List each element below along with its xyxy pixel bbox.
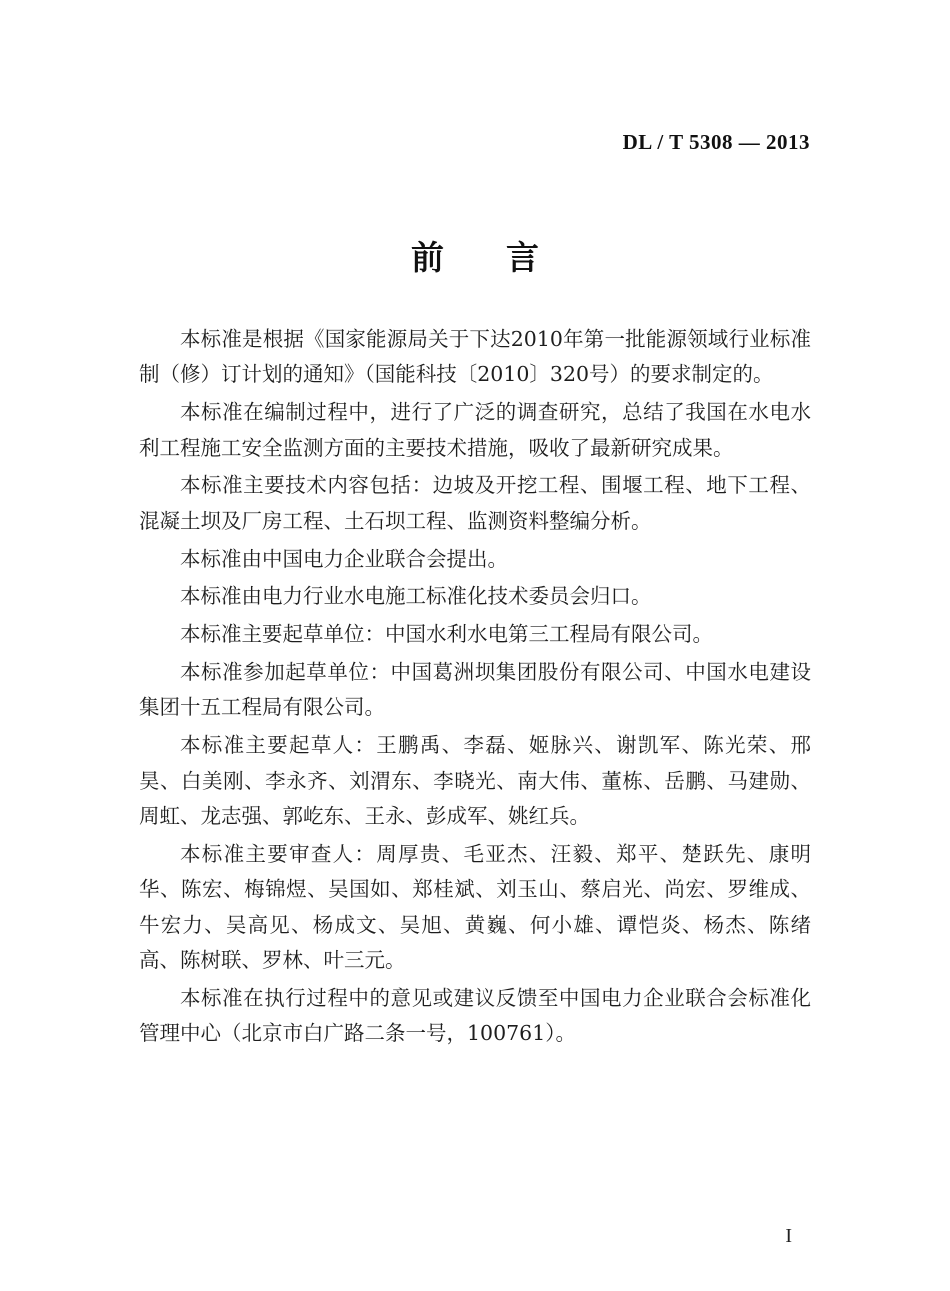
paragraph: 本标准由电力行业水电施工标准化技术委员会归口。	[180, 584, 652, 609]
paragraph: 本标准由中国电力企业联合会提出。	[180, 546, 508, 571]
paragraph: 本标准主要起草单位：中国水利水电第三工程局有限公司。	[180, 622, 713, 647]
paragraph: 本标准在编制过程中，进行了广泛的调查研究，总结了我国在水电水利工程施工安全监测方面的主要技术措施，吸收了最新研究成果。	[139, 400, 811, 460]
document-body	[139, 322, 811, 1054]
paragraph: 本标准在执行过程中的意见或建议反馈至中国电力企业联合会标准化管理中心（北京市白广路二条一号，100761）。	[139, 985, 811, 1046]
standard-code: DL / T 5308 — 2013	[622, 130, 810, 154]
paragraph: 本标准主要起草人：王鹏禹、李磊、姬脉兴、谢凯军、陈光荣、邢昊、白美刚、李永齐、刘渭东、李晓光、南大伟、董栋、岳鹏、马建勋、周虹、龙志强、郭屹东、王永、彭成军、姚红兵。	[139, 733, 811, 829]
paragraph: 本标准参加起草单位：中国葛洲坝集团股份有限公司、中国水电建设集团十五工程局有限公司。	[139, 660, 811, 720]
paragraph: 本标准是根据《国家能源局关于下达2010年第一批能源领域行业标准制（修）订计划的通知》（国能科技〔2010〕320号）的要求制定的。	[139, 327, 811, 387]
page-title: 前言	[411, 238, 601, 277]
page-number: I	[785, 1225, 792, 1247]
paragraph: 本标准主要技术内容包括：边坡及开挖工程、围堰工程、地下工程、混凝土坝及厂房工程、土石坝工程、监测资料整编分析。	[139, 473, 811, 533]
paragraph: 本标准主要审查人：周厚贵、毛亚杰、汪毅、郑平、楚跃先、康明华、陈宏、梅锦煜、吴国如、郑桂斌、刘玉山、蔡启光、尚宏、罗维成、牛宏力、吴高见、杨成文、吴旭、黄巍、何小雄、谭恺炎、杨杰、陈绪高、陈树联、罗林、叶三元。	[139, 841, 811, 973]
